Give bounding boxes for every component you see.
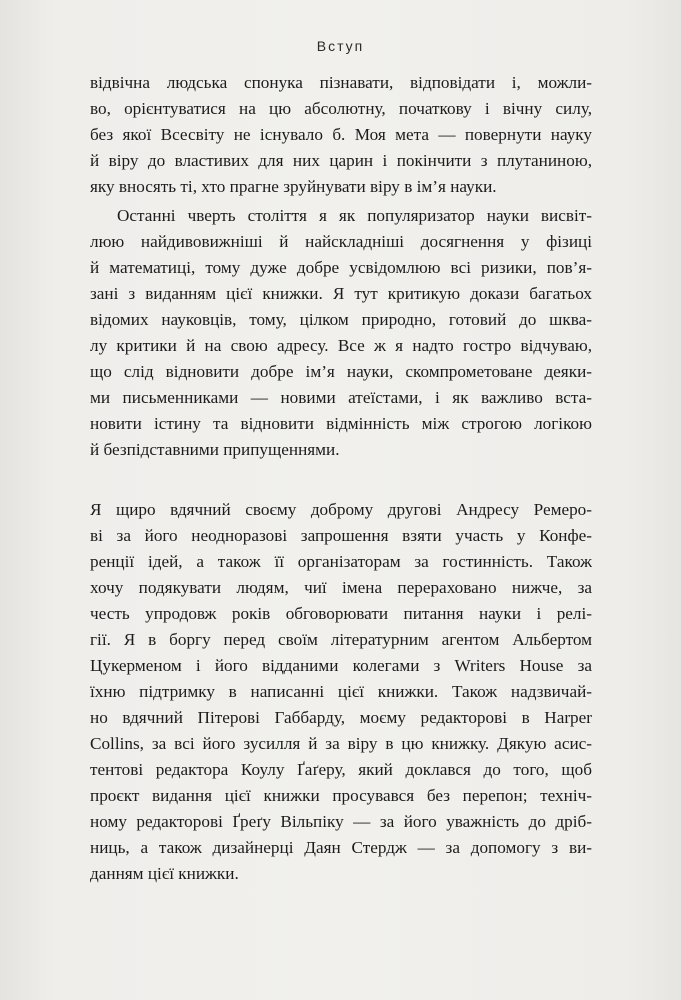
text-line: лу критики й на свою адресу. Все ж я надто гостро відчуваю,	[90, 336, 592, 355]
text-line: відвічна людська спонука пізнавати, відповідати і, можли-	[90, 73, 592, 92]
text-line: данням цієї книжки.	[90, 864, 239, 883]
text-line: Я щиро вдячний своєму доброму другові Андресу Ремеро-	[90, 500, 592, 519]
text-line: ренції ідей, а також її організаторам за гостинність. Також	[90, 552, 592, 571]
text-line: во, орієнтуватися на цю абсолютну, початкову і вічну силу,	[90, 99, 592, 118]
text-line: їхню підтримку в написанні цієї книжки. Також надзвичай-	[90, 682, 592, 701]
text-line: Останні чверть століття я як популяризатор науки висвіт-	[117, 206, 592, 225]
text-line: честь упродовж років обговорювати питання науки і релі-	[90, 604, 592, 623]
text-line: відомих науковців, тому, цілком природно, готовий до шква-	[90, 310, 592, 329]
text-line: люю найдивовижніші й найскладніші досягнення у фізиці	[90, 232, 592, 251]
text-line: ми письменниками — новими атеїстами, і як важливо вста-	[90, 388, 592, 407]
text-line: зані з виданням цієї книжки. Я тут критикую докази багатьох	[90, 284, 592, 303]
text-line: й математиці, тому дуже добре усвідомлюю всі ризики, пов’я-	[90, 258, 592, 277]
text-line: гії. Я в боргу перед своїм літературним агентом Альбертом	[90, 630, 592, 649]
text-line: проєкт видання цієї книжки просувався без перепон; техніч-	[90, 786, 592, 805]
text-line: й віру до властивих для них царин і покінчити з плутаниною,	[90, 151, 592, 170]
text-line: Collins, за всі його зусилля й за віру в цю книжку. Дякую асис-	[90, 734, 592, 753]
text-line: яку вносять ті, хто прагне зруйнувати віру в ім’я науки.	[90, 177, 497, 196]
text-line: ві за його неодноразові запрошення взяти участь у Конфе-	[90, 526, 592, 545]
text-line: що слід відновити добре ім’я науки, скомпрометоване деяки-	[90, 362, 592, 381]
text-line: й безпідставними припущеннями.	[90, 440, 340, 459]
text-line: ному редакторові Ґреґу Вільпіку — за його уважність до дріб-	[90, 812, 592, 831]
text-line: ниць, а також дизайнерці Даян Стердж — за допомогу з ви-	[90, 838, 592, 857]
text-line: Цукерменом і його відданими колегами з Writers House за	[90, 656, 592, 675]
text-line: без якої Всесвіту не існувало б. Моя мета — повернути науку	[90, 125, 592, 144]
text-line: но вдячний Пітерові Габбарду, моєму редакторові в Harper	[90, 708, 592, 727]
text-line: новити істину та відновити відмінність між строгою логікою	[90, 414, 592, 433]
running-head: Вступ	[316, 38, 365, 54]
text-line: тентові редактора Коулу Ґаґеру, який доклався до того, щоб	[90, 760, 592, 779]
text-line: хочу подякувати людям, чиї імена перераховано нижче, за	[90, 578, 592, 597]
